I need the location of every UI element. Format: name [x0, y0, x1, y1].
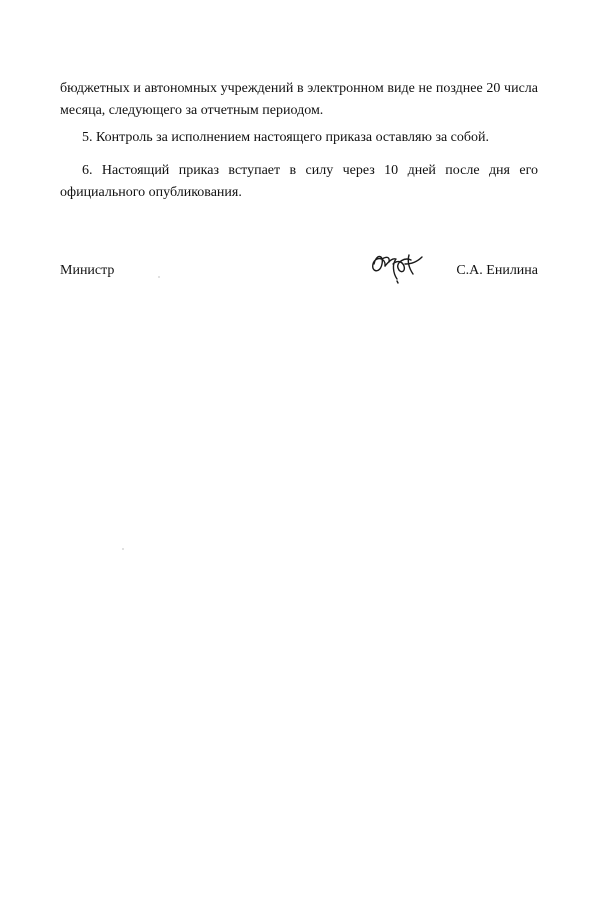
handwritten-signature-icon — [366, 246, 424, 288]
scan-dot-mark — [122, 548, 124, 550]
paragraph-item-5: 5. Контроль за исполнением настоящего приказа оставляю за собой. — [82, 130, 490, 145]
signatory-name: С.А. Енилина — [456, 263, 538, 278]
scan-dot-mark — [158, 276, 160, 278]
signature-row — [60, 260, 538, 284]
paragraph-item-6: 6. Настоящий приказ вступает в силу через 10 дней после дня его официального опубликования. — [60, 163, 538, 200]
paragraph-continuation: бюджетных и автономных учреждений в электронном виде не позднее 20 числа месяца, следующего за отчетным периодом. — [60, 81, 538, 118]
signatory-position: Министр — [60, 263, 115, 278]
